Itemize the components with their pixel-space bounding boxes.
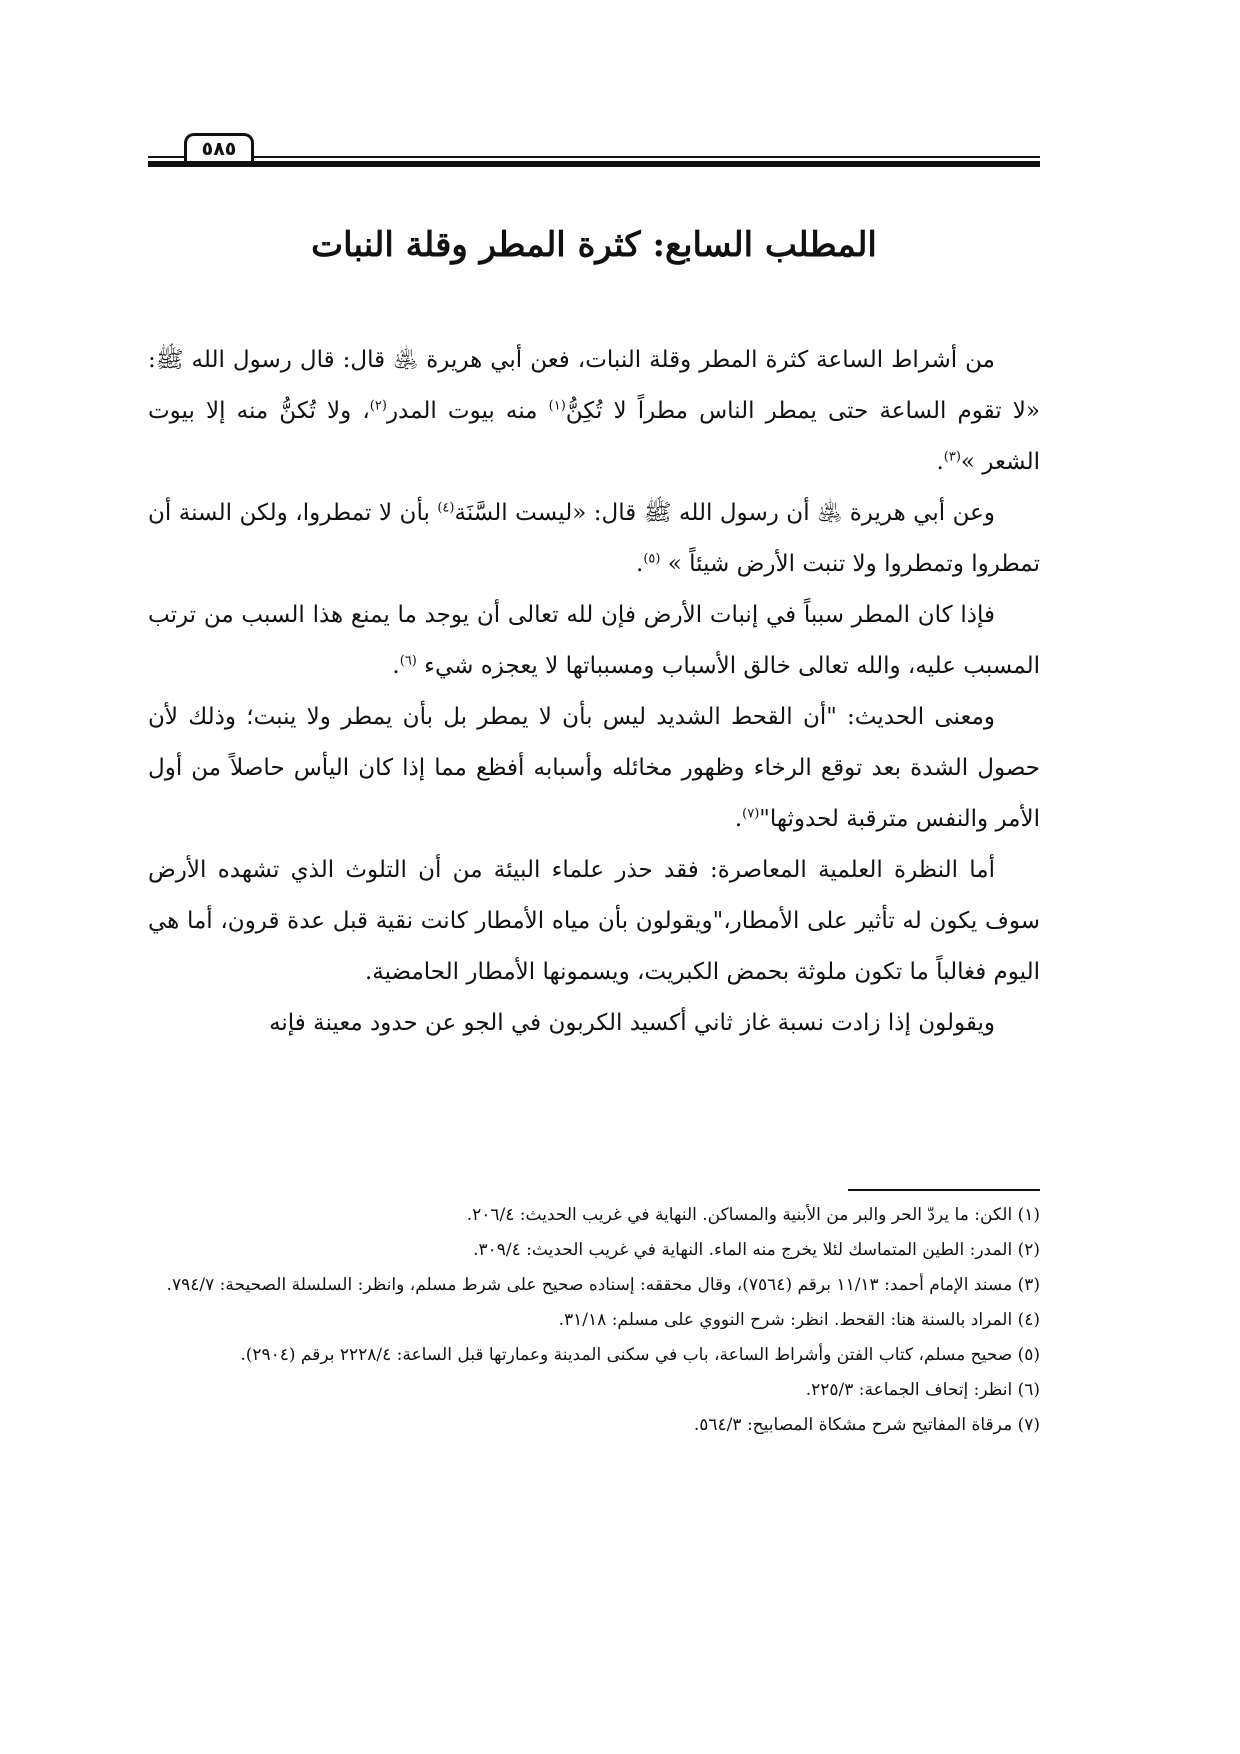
paragraph-text: ومعنى الحديث: "أن القحط الشديد ليس بأن لا يمطر بل بأن يمطر ولا ينبت؛ وذلك لأن حصول الشدة بعد توقع الرخاء وظهور مخائله وأسبابه أفظع مما إذا كان اليأس حاصلاً من أول الأمر والنفس مترقبة لحدوثها": [148, 704, 1040, 832]
header-rule-thin: [148, 156, 1040, 158]
footnote: (٢) المدر: الطين المتماسك لئلا يخرج منه الماء. النهاية في غريب الحديث: ٣٠٩/٤.: [473, 1240, 1040, 1260]
footnote: (٥) صحيح مسلم، كتاب الفتن وأشراط الساعة، باب في سكنى المدينة وعمارتها قبل الساعة: ٢٢٢٨/٤ برقم (٢٩٠٤).: [240, 1345, 1040, 1365]
paragraph: [148, 335, 1040, 488]
paragraph-text: فإذا كان المطر سبباً في إنبات الأرض فإن لله تعالى أن يوجد ما يمنع هذا السبب من ترتب المسبب عليه، والله تعالى خالق الأسباب ومسبباتها لا يعجزه شيء: [148, 602, 1040, 679]
footnote-marker: (٧): [742, 806, 760, 822]
paragraph: [148, 845, 1040, 998]
footnote-marker: (٥): [643, 551, 661, 567]
paragraph-text: من أشراط الساعة كثرة المطر وقلة النبات، فعن أبي هريرة ﵁ قال: قال رسول الله ﷺ: «لا تقوم الساعة حتى يمطر الناس مطراً لا تُكِنُّ: [148, 347, 1040, 424]
footnote-marker: (٢): [369, 398, 387, 414]
page-header: [148, 128, 1040, 168]
paragraph-text: .: [734, 806, 743, 832]
main-text: [148, 335, 1040, 1049]
footnotes: [148, 1198, 1040, 1443]
paragraph: [148, 488, 1040, 590]
paragraph: [148, 590, 1040, 692]
paragraph: [148, 998, 1040, 1049]
paragraph-text: .: [936, 449, 944, 475]
paragraph-text: ، ولا تُكنُّ منه إلا بيوت الشعر »: [148, 398, 1040, 475]
paragraph-text: منه بيوت المدر: [386, 398, 549, 424]
page-number: ٥٨٥: [184, 133, 254, 161]
footnote-marker: (١): [548, 398, 566, 414]
footnote-marker: (٣): [943, 449, 961, 465]
paragraph: [148, 692, 1040, 845]
paragraph-text: بأن لا تمطروا، ولكن السنة أن تمطروا وتمطروا ولا تنبت الأرض شيئاً »: [148, 500, 1040, 577]
paragraph-text: .: [392, 653, 400, 679]
footnote: (٣) مسند الإمام أحمد: ١١/١٣ برقم (٧٥٦٤)، وقال محققه: إسناده صحيح على شرط مسلم، وانظر: السلسلة الصحيحة: ٧٩٤/٧.: [166, 1275, 1040, 1295]
paragraph-text: أما النظرة العلمية المعاصرة: فقد حذر علماء البيئة من أن التلوث الذي تشهده الأرض سوف يكون له تأثير على الأمطار،"ويقولون بأن مياه الأمطار كانت نقية قبل عدة قرون، أما هي اليوم فغالباً ما تكون ملوثة بحمض الكبريت، ويسمونها الأمطار الحامضية.: [148, 857, 1040, 985]
footnote: (١) الكن: ما يردّ الحر والبر من الأبنية والمساكن. النهاية في غريب الحديث: ٢٠٦/٤.: [466, 1205, 1040, 1225]
paragraph-text: .: [636, 551, 644, 577]
header-rule-thick: [148, 161, 1040, 167]
footnote: (٧) مرقاة المفاتيح شرح مشكاة المصابيح: ٥٦٤/٣.: [693, 1415, 1040, 1435]
paragraph-text: وعن أبي هريرة ﵁ أن رسول الله ﷺ قال: «ليست السَّنَة: [454, 500, 995, 526]
footnote: (٦) انظر: إتحاف الجماعة: ٢٢٥/٣.: [805, 1380, 1040, 1400]
paragraph-text: ويقولون إذا زادت نسبة غاز ثاني أكسيد الكربون في الجو عن حدود معينة فإنه: [269, 1010, 995, 1036]
footnote-marker: (٤): [437, 500, 455, 516]
footnote-marker: (٦): [399, 653, 417, 669]
footnote-separator: [848, 1189, 1040, 1191]
footnote: (٤) المراد بالسنة هنا: القحط. انظر: شرح النووي على مسلم: ٣١/١٨.: [558, 1310, 1040, 1330]
section-title: المطلب السابع: كثرة المطر وقلة النبات: [311, 225, 877, 265]
